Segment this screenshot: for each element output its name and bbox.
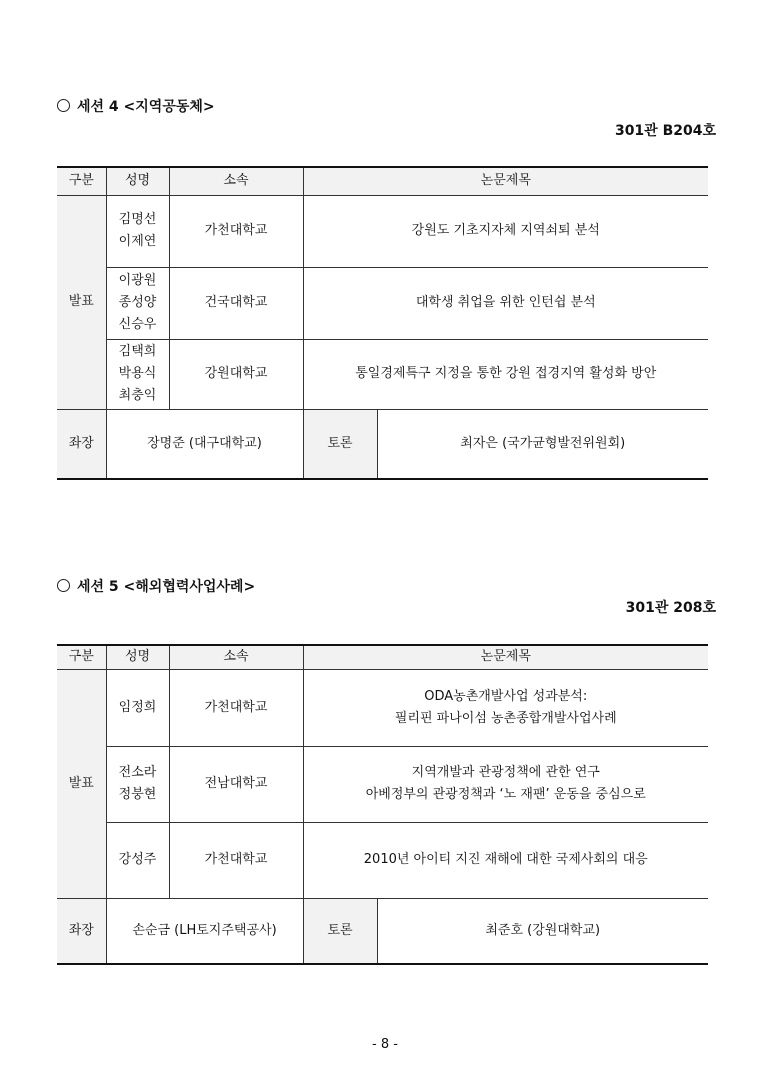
presenter-names bbox=[106, 339, 169, 409]
presenter-name: 정붕현 bbox=[118, 787, 157, 802]
chair-discussant-row bbox=[57, 898, 708, 964]
discussant-value: 최준호 (강원대학교) bbox=[377, 898, 708, 964]
header-category: 구분 bbox=[57, 645, 106, 669]
session-4-table bbox=[57, 166, 708, 480]
discussant-label: 토론 bbox=[303, 898, 377, 964]
affiliation: 전남대학교 bbox=[169, 746, 303, 822]
affiliation: 가천대학교 bbox=[169, 822, 303, 898]
paper-title-line: 아베정부의 관광정책과 ‘노 재팬’ 운동을 중심으로 bbox=[365, 787, 646, 802]
header-category: 구분 bbox=[57, 167, 106, 195]
circle-bullet-icon bbox=[57, 579, 70, 592]
session-4-title-text: 세션 4 <지역공동체> bbox=[77, 99, 215, 115]
paper-title-line: 지역개발과 관광정책에 관한 연구 bbox=[411, 765, 600, 780]
presenter-names bbox=[106, 267, 169, 339]
header-name: 성명 bbox=[106, 167, 169, 195]
paper-title bbox=[303, 746, 708, 822]
presenter-name: 이광원 bbox=[118, 273, 157, 288]
presenter-name: 최충익 bbox=[118, 388, 157, 403]
discussant-label: 토론 bbox=[303, 409, 377, 479]
paper-title-line: 통일경제특구 지정을 통한 강원 접경지역 활성화 방안 bbox=[355, 366, 657, 381]
table-row bbox=[57, 669, 708, 746]
chair-label: 좌장 bbox=[57, 898, 106, 964]
chair-value: 손순금 (LH토지주택공사) bbox=[106, 898, 303, 964]
paper-title-line: 필리핀 파나이섬 농촌종합개발사업사례 bbox=[394, 710, 617, 726]
paper-title bbox=[303, 267, 708, 339]
session-5-room: 301관 208호 bbox=[625, 600, 716, 616]
header-paper-title: 논문제목 bbox=[303, 645, 708, 669]
table-row bbox=[57, 267, 708, 339]
paper-title bbox=[303, 669, 708, 746]
affiliation: 건국대학교 bbox=[169, 267, 303, 339]
header-paper-title: 논문제목 bbox=[303, 167, 708, 195]
presenter-name: 박용식 bbox=[118, 366, 157, 381]
circle-bullet-icon bbox=[57, 99, 70, 112]
presenter-name: 임정희 bbox=[118, 699, 157, 715]
table-row bbox=[57, 339, 708, 409]
affiliation: 가천대학교 bbox=[169, 195, 303, 267]
session-5-title-text: 세션 5 <해외협력사업사례> bbox=[77, 579, 256, 595]
chair-discussant-row bbox=[57, 409, 708, 479]
presenter-names bbox=[106, 822, 169, 898]
session-4-room: 301관 B204호 bbox=[614, 123, 716, 139]
chair-value: 장명준 (대구대학교) bbox=[106, 409, 303, 479]
presenter-name: 이제연 bbox=[118, 234, 157, 249]
table-row bbox=[57, 746, 708, 822]
paper-title-line: 2010년 아이티 지진 재해에 대한 국제사회의 대응 bbox=[363, 852, 648, 867]
paper-title bbox=[303, 339, 708, 409]
paper-title bbox=[303, 822, 708, 898]
affiliation: 가천대학교 bbox=[169, 669, 303, 746]
page-number: - 8 - bbox=[372, 1037, 398, 1052]
header-affiliation: 소속 bbox=[169, 167, 303, 195]
paper-title-line: 대학생 취업을 위한 인턴쉽 분석 bbox=[415, 295, 596, 310]
presenter-name: 전소라 bbox=[118, 765, 157, 780]
presenter-names bbox=[106, 746, 169, 822]
chair-label: 좌장 bbox=[57, 409, 106, 479]
presentation-label: 발표 bbox=[57, 669, 106, 898]
presenter-names bbox=[106, 669, 169, 746]
header-name: 성명 bbox=[106, 645, 169, 669]
paper-title-line: 강원도 기초지자체 지역쇠퇴 분석 bbox=[411, 223, 600, 238]
presenter-name: 김명선 bbox=[118, 212, 157, 227]
session-4-title bbox=[57, 96, 215, 116]
paper-title bbox=[303, 195, 708, 267]
presenter-names bbox=[106, 195, 169, 267]
session-5-title bbox=[57, 576, 255, 596]
presenter-name: 종성양 bbox=[118, 295, 157, 310]
session-5-table bbox=[57, 644, 708, 965]
affiliation: 강원대학교 bbox=[169, 339, 303, 409]
presentation-label: 발표 bbox=[57, 195, 106, 409]
discussant-value: 최자은 (국가균형발전위원회) bbox=[377, 409, 708, 479]
presenter-name: 김택희 bbox=[118, 344, 157, 359]
table-row bbox=[57, 195, 708, 267]
table-header-row bbox=[57, 645, 708, 669]
presenter-name: 신승우 bbox=[118, 317, 157, 332]
table-header-row bbox=[57, 167, 708, 195]
paper-title-line: ODA농촌개발사업 성과분석: bbox=[424, 688, 588, 704]
presenter-name: 강성주 bbox=[118, 852, 157, 867]
table-row bbox=[57, 822, 708, 898]
header-affiliation: 소속 bbox=[169, 645, 303, 669]
